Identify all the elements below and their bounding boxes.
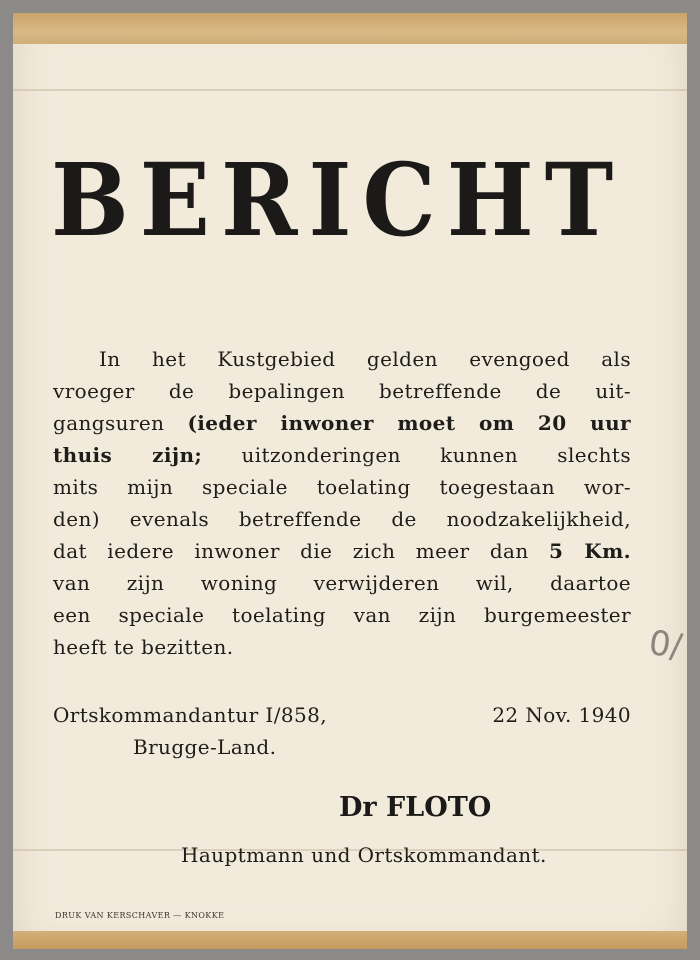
body-line: een speciale toelating van zijn burgemeester — [53, 603, 631, 627]
body-line: den) evenals betreffende de noodzakelijkheid, — [53, 507, 631, 531]
poster — [13, 13, 687, 949]
body-segment: gangsuren — [53, 411, 165, 435]
body-line — [53, 439, 631, 471]
body-line: heeft te bezitten. — [53, 635, 234, 659]
body-segment: dat iedere inwoner die zich meer dan — [53, 539, 529, 563]
body-line — [53, 535, 631, 567]
body-line: mits mijn speciale toelating toegestaan wor- — [53, 475, 631, 499]
printer-credit: DRUK VAN KERSCHAVER — KNOKKE — [55, 911, 225, 920]
signer-rank: Hauptmann und Ortskommandant. — [181, 843, 547, 867]
issuer-place: Brugge-Land. — [133, 735, 277, 759]
body-line — [53, 407, 631, 439]
issue-date: 22 Nov. 1940 — [492, 703, 631, 727]
body-segment-bold: (ieder inwoner moet om 20 uur — [187, 411, 631, 435]
body-segment: uitzonderingen kunnen slechts — [241, 443, 631, 467]
body-line: In het Kustgebied gelden evengoed als — [99, 347, 631, 371]
tape-bottom — [13, 931, 687, 949]
notice-body — [53, 343, 631, 663]
tape-top — [13, 13, 687, 44]
body-line: vroeger de bepalingen betreffende de uit- — [53, 379, 631, 403]
body-segment-bold: 5 Km. — [549, 539, 631, 563]
body-line: van zijn woning verwijderen wil, daartoe — [53, 571, 631, 595]
body-segment-bold: thuis zijn; — [53, 443, 203, 467]
issuer-line — [53, 701, 631, 729]
signer-name: Dr FLOTO — [339, 792, 492, 823]
poster-title: BERICHT — [51, 141, 625, 259]
issuer: Ortskommandantur I/858, — [53, 703, 327, 727]
pencil-mark: 0/ — [646, 622, 685, 668]
fold-line — [13, 89, 687, 91]
